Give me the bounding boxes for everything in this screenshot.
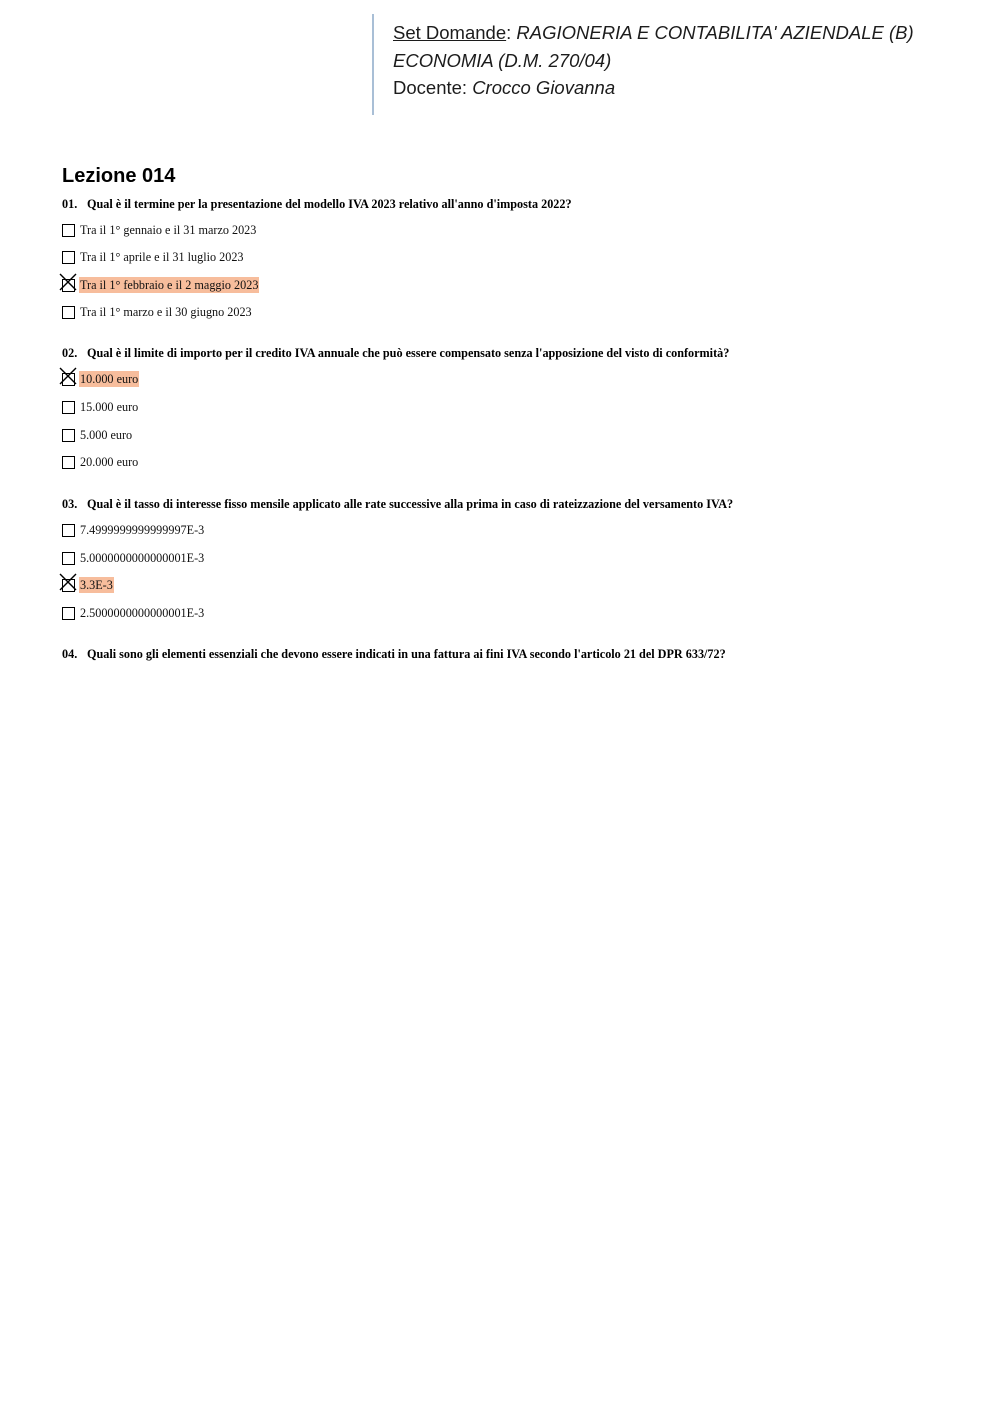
answer-checkbox[interactable] — [62, 224, 75, 237]
answer-checkbox[interactable] — [62, 524, 75, 537]
answer-option[interactable] — [62, 249, 245, 265]
question-text: Quali sono gli elementi essenziali che devono essere indicati in una fattura ai fini IVA secondo l'articolo 21 del DPR 633/72? — [87, 647, 726, 661]
answer-text: 5.0000000000000001E-3 — [80, 551, 205, 565]
answer-option[interactable] — [62, 222, 257, 238]
set-line-1 — [393, 19, 972, 47]
question-number: 04. — [62, 647, 78, 661]
answer-checkbox[interactable] — [62, 251, 75, 264]
cross-mark-icon — [58, 272, 78, 292]
document-header — [372, 14, 972, 115]
answer-text: 3.3E-3 — [80, 578, 113, 592]
answer-option-correct[interactable] — [62, 577, 114, 593]
question — [62, 646, 726, 662]
answer-option[interactable] — [62, 522, 205, 538]
lesson-title: Lezione 014 — [62, 165, 176, 187]
question-number: 01. — [62, 197, 78, 211]
question — [62, 496, 733, 512]
answer-checkbox[interactable] — [62, 607, 75, 620]
answer-checkbox[interactable] — [62, 401, 75, 414]
answer-checkbox[interactable] — [62, 306, 75, 319]
teacher-label: Docente: — [393, 77, 468, 98]
set-separator: : — [506, 22, 512, 43]
answer-text: Tra il 1° gennaio e il 31 marzo 2023 — [80, 223, 257, 237]
question-text: Qual è il termine per la presentazione del modello IVA 2023 relativo all'anno d'imposta 2022? — [87, 197, 572, 211]
answer-text: Tra il 1° marzo e il 30 giugno 2023 — [80, 305, 252, 319]
question-number: 03. — [62, 497, 78, 511]
answer-option[interactable] — [62, 304, 253, 320]
question-number: 02. — [62, 346, 78, 360]
answer-checkbox[interactable] — [62, 429, 75, 442]
cross-mark-icon — [58, 572, 78, 592]
answer-option[interactable] — [62, 427, 133, 443]
answer-checkbox-checked[interactable] — [62, 279, 75, 292]
answer-option-correct[interactable] — [62, 277, 259, 293]
set-title-line2: ECONOMIA (D.M. 270/04) — [393, 49, 612, 71]
answer-text: 20.000 euro — [80, 455, 139, 469]
answer-checkbox[interactable] — [62, 456, 75, 469]
answer-option[interactable] — [62, 550, 205, 566]
answer-text: 15.000 euro — [80, 400, 139, 414]
question — [62, 196, 572, 212]
cross-mark-icon — [58, 366, 78, 386]
question-text: Qual è il limite di importo per il credito IVA annuale che può essere compensato senza l'apposizione del visto di conformità? — [87, 346, 730, 360]
answer-text: 5.000 euro — [80, 428, 133, 442]
question-text: Qual è il tasso di interesse fisso mensile applicato alle rate successive alla prima in caso di rateizzazione del versamento IVA? — [87, 497, 734, 511]
set-title-line1: RAGIONERIA E CONTABILITA' AZIENDALE (B) — [516, 22, 914, 43]
answer-text: Tra il 1° aprile e il 31 luglio 2023 — [80, 250, 244, 264]
answer-option[interactable] — [62, 399, 139, 415]
answer-option-correct[interactable] — [62, 371, 139, 387]
set-label: Set Domande — [393, 22, 507, 43]
answer-checkbox-checked[interactable] — [62, 373, 75, 386]
teacher-name: Crocco Giovanna — [472, 77, 616, 98]
answer-checkbox[interactable] — [62, 552, 75, 565]
answer-text: 7.4999999999999997E-3 — [80, 523, 205, 537]
answer-checkbox-checked[interactable] — [62, 579, 75, 592]
question — [62, 345, 729, 361]
answer-text: 2.5000000000000001E-3 — [80, 606, 205, 620]
answer-option[interactable] — [62, 454, 139, 470]
answer-text: Tra il 1° febbraio e il 2 maggio 2023 — [80, 278, 259, 292]
teacher-line — [393, 74, 972, 102]
answer-text: 10.000 euro — [80, 372, 139, 386]
answer-option[interactable] — [62, 605, 205, 621]
